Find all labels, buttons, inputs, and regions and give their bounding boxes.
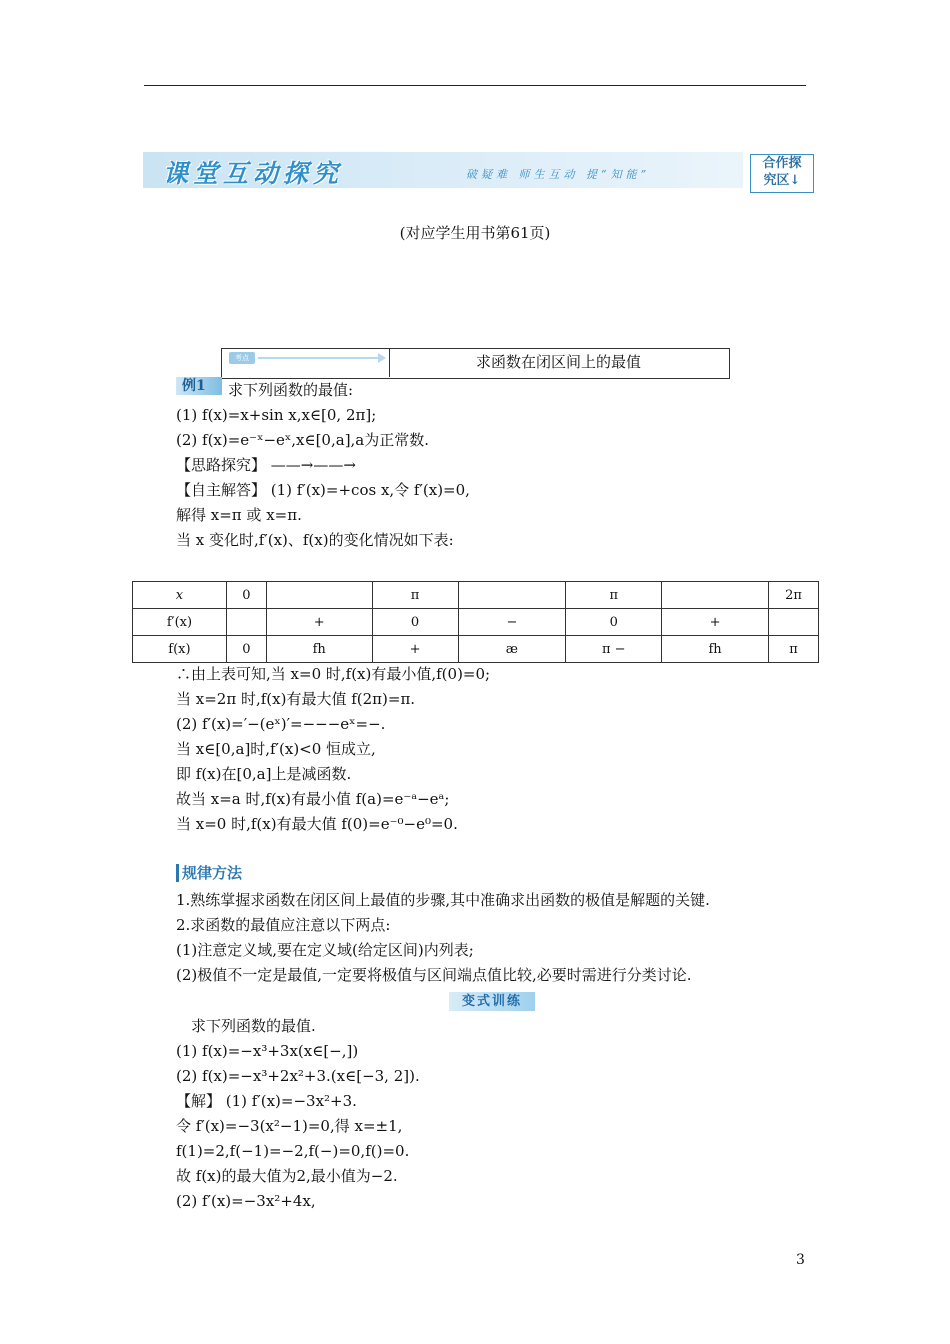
banner-slogan: 破疑难 师生互动 提“知能”	[466, 168, 651, 181]
practice-line: 【解】 (1) f′(x)=−3x²+3.	[176, 1092, 357, 1110]
table-cell: f(x)	[133, 636, 227, 663]
practice-line: (2) f′(x)=−3x²+4x,	[176, 1192, 316, 1210]
topic-title: 求函数在闭区间上的最值	[475, 353, 641, 371]
table-cell	[662, 582, 769, 609]
table-row	[133, 636, 819, 663]
page-reference: (对应学生用书第61页)	[399, 224, 551, 242]
solution-line: 当 x=2π 时,f(x)有最大值 f(2π)=π.	[176, 690, 416, 708]
example-line: 【自主解答】 (1) f′(x)=+cos x,令 f′(x)=0,	[176, 481, 470, 499]
banner-title: 课堂互动探究	[163, 159, 344, 188]
solution-line: ∴由上表可知,当 x=0 时,f(x)有最小值,f(0)=0;	[176, 665, 491, 683]
method-line: 2.求函数的最值应注意以下两点:	[176, 916, 391, 934]
topic-tag: 考点	[229, 352, 255, 364]
example-badge: 例1	[176, 377, 222, 395]
table-cell: x	[133, 582, 227, 609]
practice-line: (1) f(x)=−x³+3x(x∈[−,])	[176, 1042, 359, 1060]
method-heading: 规律方法	[176, 864, 242, 882]
example-line: (1) f(x)=x+sin x,x∈[0, 2π];	[176, 406, 377, 424]
table-cell	[266, 582, 372, 609]
table-cell: æ	[458, 636, 566, 663]
coop-line-1: 合作探	[762, 156, 802, 171]
table-cell: π	[769, 636, 819, 663]
table-cell: π	[372, 582, 458, 609]
solution-line: 即 f(x)在[0,a]上是减函数.	[176, 765, 352, 783]
solution-line: 故当 x=a 时,f(x)有最小值 f(a)=e⁻ᵃ−eᵃ;	[176, 790, 450, 808]
table-cell	[458, 582, 566, 609]
top-rule	[144, 85, 806, 86]
table-cell: +	[662, 609, 769, 636]
table-row	[133, 582, 819, 609]
solution-line: (2) f′(x)=′−(eˣ)′=−−−eˣ=−.	[176, 715, 386, 733]
solution-line: 当 x=0 时,f(x)有最大值 f(0)=e⁻⁰−e⁰=0.	[176, 815, 458, 833]
table-cell: 0	[226, 636, 266, 663]
table-cell: 0	[226, 582, 266, 609]
table-cell: fh	[662, 636, 769, 663]
arrow-head-icon	[378, 353, 386, 363]
example-line: 当 x 变化时,f′(x)、f(x)的变化情况如下表:	[176, 531, 454, 549]
example-line: 求下列函数的最值:	[228, 381, 354, 399]
table-cell: 2π	[769, 582, 819, 609]
method-line: (2)极值不一定是最值,一定要将极值与区间端点值比较,必要时需进行分类讨论.	[176, 966, 692, 984]
practice-line: 故 f(x)的最大值为2,最小值为−2.	[176, 1167, 398, 1185]
practice-badge: 变式训练	[449, 992, 535, 1011]
example-line: (2) f(x)=e⁻ˣ−eˣ,x∈[0,a],a为正常数.	[176, 431, 430, 449]
topic-arrow	[258, 357, 380, 359]
table-cell: π −	[566, 636, 662, 663]
practice-line: 令 f′(x)=−3(x²−1)=0,得 x=±1,	[176, 1117, 403, 1135]
practice-line: 求下列函数的最值.	[191, 1017, 316, 1035]
method-line: 1.熟练掌握求函数在闭区间上最值的步骤,其中准确求出函数的极值是解题的关键.	[176, 891, 710, 909]
table-cell: 0	[372, 609, 458, 636]
table-cell	[769, 609, 819, 636]
table-cell: −	[458, 609, 566, 636]
table-cell: 0	[566, 609, 662, 636]
method-line: (1)注意定义域,要在定义域(给定区间)内列表;	[176, 941, 474, 959]
practice-line: f(1)=2,f(−1)=−2,f(−)=0,f()=0.	[176, 1142, 410, 1160]
example-line: 【思路探究】 ——→——→	[176, 456, 356, 474]
variation-table	[132, 581, 819, 663]
table-cell: f′(x)	[133, 609, 227, 636]
practice-line: (2) f(x)=−x³+2x²+3.(x∈[−3, 2]).	[176, 1067, 420, 1085]
table-row	[133, 609, 819, 636]
solution-line: 当 x∈[0,a]时,f′(x)<0 恒成立,	[176, 740, 376, 758]
example-line: 解得 x=π 或 x=π.	[176, 506, 302, 524]
table-cell: +	[266, 609, 372, 636]
page-number: 3	[796, 1252, 805, 1268]
table-cell: +	[372, 636, 458, 663]
table-cell: π	[566, 582, 662, 609]
coop-line-2: 究区↓	[763, 173, 801, 188]
table-cell	[226, 609, 266, 636]
coop-box	[750, 154, 814, 193]
table-cell: fh	[266, 636, 372, 663]
